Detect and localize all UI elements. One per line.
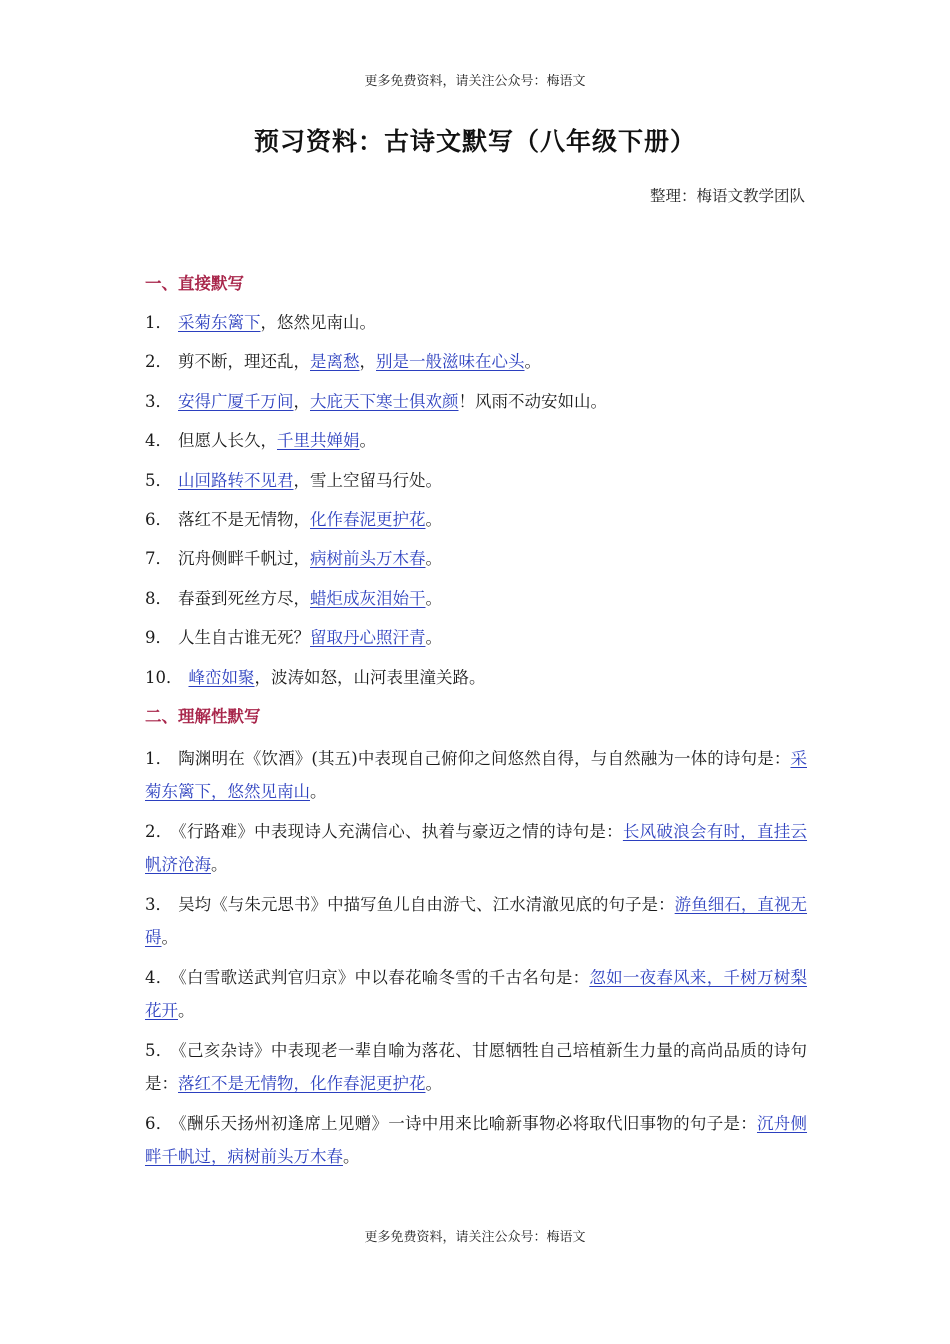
comprehension-dictation-list [145,742,807,1174]
prompt-text: 。 [343,1147,360,1167]
answer-text: 长风破浪会有时，直挂云帆济沧海 [145,821,808,875]
footer-note: 更多免费资料，请关注公众号：梅语文 [364,1230,586,1245]
prompt-text: 。 [425,588,442,608]
answer-text: 沉舟侧畔千帆过，病树前头万木春 [145,1113,808,1167]
answer-text: 别是一般滋味在心头 [376,352,525,372]
item-number: 4． [145,967,173,987]
prompt-text: ，波涛如怒，山河表里潼关路。 [254,667,486,687]
prompt-text: 人生自古谁无死？ [178,628,310,648]
answer-text: 蜡炬成灰泪始干 [310,588,426,608]
item-number: 1． [145,313,172,332]
prompt-text: 《己亥杂诗》中表现老一辈自喻为落花、甘愿牺牲自己培植新生力量的高尚品质的诗句是： [145,1040,808,1094]
item-number: 5． [145,1040,173,1060]
item-number: 9． [145,628,172,648]
list-item [145,742,807,809]
prompt-text: 陶渊明在《饮酒》(其五)中表现自己俯仰之间悠然自得，与自然融为一体的诗句是： [178,748,791,768]
header-note: 更多免费资料，请关注公众号：梅语文 [364,74,586,89]
list-item [145,545,807,584]
item-number: 2． [145,821,173,841]
list-item [145,664,807,703]
list-item [145,624,807,663]
answer-text: 游鱼细石，直视无碍 [145,894,808,948]
list-item [145,961,807,1028]
list-item [145,585,807,624]
list-item [145,427,807,466]
list-item [145,309,807,348]
prompt-text: 。 [425,1074,442,1094]
prompt-text: ， [293,391,310,411]
prompt-text: 剪不断，理还乱， [178,352,310,372]
prompt-text: 沉舟侧畔千帆过， [178,549,310,569]
item-number: 1． [145,748,173,768]
page-title: 预习资料：古诗文默写（八年级下册） [253,127,696,156]
prompt-text: 。 [425,628,442,648]
item-number: 7． [145,549,172,569]
author-credit: 整理：梅语文教学团队 [649,187,805,205]
prompt-text: 《行路难》中表现诗人充满信心、执着与豪迈之情的诗句是： [178,821,623,841]
answer-text: 大庇天下寒士俱欢颜 [310,391,459,411]
answer-text: 采菊东篱下 [178,313,261,332]
answer-text: 化作春泥更护花 [310,509,426,529]
answer-text: 峰峦如聚 [188,667,255,687]
answer-text: 采菊东篱下，悠然见南山 [145,748,807,802]
prompt-text: ，雪上空留马行处。 [293,470,442,490]
answer-text: 千里共婵娟 [277,431,360,451]
prompt-text: 落红不是无情物， [178,509,310,529]
item-number: 2． [145,352,172,372]
prompt-text: 。 [359,431,376,451]
answer-text: 山回路转不见君 [178,470,294,490]
prompt-text: 但愿人长久， [178,431,277,451]
list-item [145,815,807,882]
section-title-direct: 一、直接默写 [145,274,244,293]
answer-text: 忽如一夜春风来，千树万树梨花开 [145,967,808,1021]
direct-dictation-list [145,309,807,703]
item-number: 3． [145,391,172,411]
prompt-text: 。 [425,549,442,569]
prompt-text: 。 [310,782,327,802]
prompt-text: 吴均《与朱元思书》中描写鱼儿自由游弋、江水清澈见底的句子是： [178,894,675,914]
prompt-text: 。 [524,352,541,372]
list-item [145,467,807,506]
item-number: 10． [145,667,183,687]
prompt-text: 。 [178,1001,195,1021]
answer-text: 留取丹心照汗青 [310,628,426,648]
prompt-text: 。 [211,855,228,875]
prompt-text: ！风雨不动安如山。 [458,391,607,411]
answer-text: 是离愁 [310,352,360,372]
item-number: 6． [145,509,172,529]
list-item [145,1034,807,1101]
item-number: 6． [145,1113,173,1133]
prompt-text: ，悠然见南山。 [260,313,376,332]
list-item [145,348,807,387]
list-item [145,1107,807,1174]
answer-text: 安得广厦千万间 [178,391,294,411]
prompt-text: ， [359,352,376,372]
list-item [145,506,807,545]
item-number: 5． [145,470,172,490]
list-item [145,888,807,955]
prompt-text: 《酬乐天扬州初逢席上见赠》一诗中用来比喻新事物必将取代旧事物的句子是： [178,1113,757,1133]
prompt-text: 春蚕到死丝方尽， [178,588,310,608]
item-number: 3． [145,894,173,914]
document-body [145,270,807,1180]
item-number: 4． [145,431,172,451]
answer-text: 病树前头万木春 [310,549,426,569]
answer-text: 落红不是无情物，化作春泥更护花 [178,1074,426,1094]
prompt-text: 。 [425,509,442,529]
section-title-comprehension: 二、理解性默写 [145,706,261,726]
prompt-text: 。 [161,928,178,948]
item-number: 8． [145,588,172,608]
list-item [145,388,807,427]
prompt-text: 《白雪歌送武判官归京》中以春花喻冬雪的千古名句是： [178,967,590,987]
